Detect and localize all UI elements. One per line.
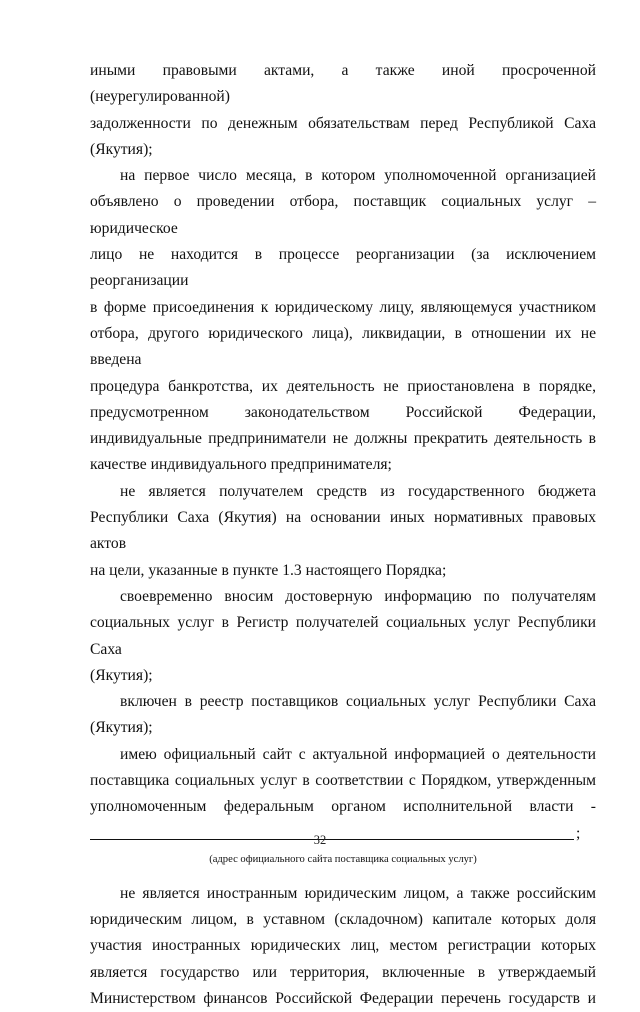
text-line: включен в реестр поставщиков социальных услуг Республики Саха	[120, 693, 596, 711]
text-line: является государство или территория, включенные в утверждаемый	[90, 963, 596, 981]
paragraph-group	[90, 881, 596, 1012]
document-body	[90, 58, 596, 1012]
text-line: Министерством финансов Российской Федерации перечень государств и	[90, 989, 596, 1007]
paragraph	[90, 58, 596, 163]
paragraph	[90, 584, 596, 689]
text-line: (Якутия);	[90, 666, 153, 684]
text-line: процедура банкротства, их деятельность не приостановлена в порядке,	[90, 377, 596, 395]
paragraph-group	[90, 58, 596, 821]
text-line: юридическим лицом, в уставном (складочном) капитале которых доля	[90, 910, 596, 928]
paragraph	[90, 742, 596, 821]
paragraph	[90, 689, 596, 742]
paragraph	[90, 163, 596, 479]
text-line: поставщика социальных услуг в соответствии с Порядком, утвержденным	[90, 772, 596, 790]
text-line: лицо не находится в процессе реорганизации (за исключением реорганизации	[90, 246, 596, 290]
text-line: индивидуальные предприниматели не должны прекратить деятельность в	[90, 430, 596, 448]
text-line: отбора, другого юридического лица), ликвидации, в отношении их не введена	[90, 324, 596, 369]
text-line: иными правовыми актами, а также иной просроченной (неурегулированной)	[90, 62, 596, 106]
text-line: участия иностранных юридических лиц, местом регистрации которых	[90, 937, 596, 955]
page-number: 32	[313, 833, 327, 847]
text-line: не является получателем средств из государственного бюджета	[120, 482, 596, 500]
text-line: имею официальный сайт с актуальной информацией о деятельности	[120, 745, 596, 763]
text-line: не является иностранным юридическим лицом, а также российским	[120, 884, 596, 902]
text-line: социальных услуг в Регистр получателей социальных услуг Республики Саха	[90, 614, 596, 658]
text-line: на первое число месяца, в котором уполномоченной организацией	[120, 167, 596, 185]
paragraph	[90, 479, 596, 584]
text-line: объявлено о проведении отбора, поставщик социальных услуг – юридическое	[90, 193, 596, 237]
text-line: качестве индивидуального предпринимателя;	[90, 456, 392, 474]
text-line: уполномоченным федеральным органом исполнительной власти -	[90, 798, 596, 816]
line-terminator: ;	[576, 824, 581, 842]
text-line: своевременно вносим достоверную информацию по получателям	[120, 587, 596, 605]
paragraph	[90, 881, 596, 1012]
text-line: предусмотренном законодательством Российской Федерации,	[90, 403, 596, 421]
field-caption: (адрес официального сайта поставщика социальных услуг)	[209, 853, 477, 865]
text-line: на цели, указанные в пункте 1.3 настоящего Порядка;	[90, 561, 447, 579]
text-line: Республики Саха (Якутия) на основании иных нормативных правовых актов	[90, 509, 596, 553]
text-line: (Якутия);	[90, 140, 153, 158]
text-line: (Якутия);	[90, 719, 153, 737]
text-line: задолженности по денежным обязательствам перед Республикой Саха	[90, 114, 596, 132]
text-line: в форме присоединения к юридическому лицу, являющемуся участником	[90, 298, 596, 316]
